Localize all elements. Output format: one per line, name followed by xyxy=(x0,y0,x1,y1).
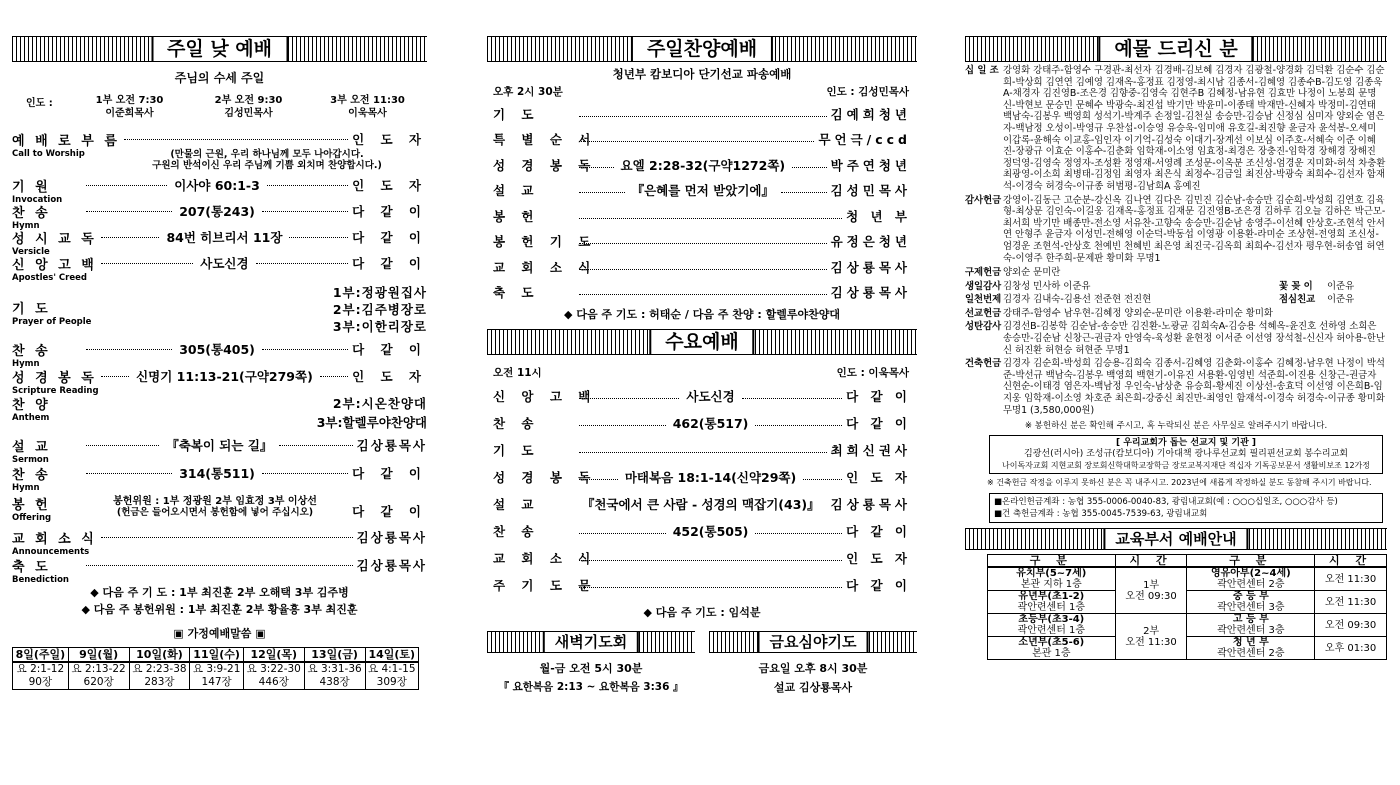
item-detail: 462(통517) xyxy=(672,415,749,431)
leader-dots xyxy=(579,389,679,399)
offering-category: 건축헌금 xyxy=(965,358,1002,370)
item-korean: 성 경 봉 독 xyxy=(493,469,597,485)
next-week-offering: ◆ 다음 주 봉헌위원 : 1부 최진훈 2부 황율흥 3부 최진훈 xyxy=(81,603,358,616)
item-detail: 이사야 60:1-3 xyxy=(174,178,260,193)
item-korean: 축 도 xyxy=(12,560,51,575)
table-row xyxy=(988,614,1387,637)
leader-dots xyxy=(803,470,842,480)
offering-group xyxy=(965,294,1387,306)
table-cell: 요 4:1-15 309장 xyxy=(365,662,419,690)
leader-dots xyxy=(579,132,814,142)
item-detail: 84번 히브리서 11장 xyxy=(166,230,283,245)
praise-and-wednesday-section xyxy=(487,36,917,695)
item-person: 최희신권사 xyxy=(830,442,911,458)
building-note: ※ 건축헌금 작정을 이루지 못하신 분은 꼭 내주시고. 2023년에 새롭게 작정하실 분도 동참해 주시기 바랍니다. xyxy=(987,478,1372,488)
dawn-passage: 『 요한복음 2:13 ~ 요한복음 3:36 』 xyxy=(498,681,684,693)
table-header: 10일(화) xyxy=(129,648,190,663)
worship-item xyxy=(12,556,427,584)
friday-preacher: 설교 김상룡목사 xyxy=(773,681,853,694)
home-worship-title: ▣ 가정예배말씀 ▣ xyxy=(173,627,266,640)
note: (만물의 근원, 우리 하나님께 모두 나아갑시다. xyxy=(170,149,364,160)
table-header: 시 간 xyxy=(1315,555,1387,568)
praise-next: ◆ 다음 주 기도 : 허태순 / 다음 주 찬양 : 할렐루야찬양대 xyxy=(564,308,840,321)
offering-list xyxy=(965,65,1387,416)
item-korean: 교 회 소 식 xyxy=(493,550,597,566)
section-title: 금요심야기도 xyxy=(758,632,869,652)
table-row xyxy=(988,591,1387,614)
friday-banner xyxy=(709,631,917,653)
education-table xyxy=(987,554,1387,660)
item-person: 인 도 자 xyxy=(352,369,428,384)
offering-category: 점심친교 xyxy=(1279,294,1316,306)
item-korean: 찬 송 xyxy=(12,206,51,221)
offering-names: 김경선B-김봉학 김순남-송승만 김진환-노광균 김희숙A-김승용 석혜옥-윤진호 선하영 소희은 송승만-김순남 신창근-권금자 안영숙-육성환 윤현정 이서준 이선영 장석철-신신자 허아용-한난신 허진환 허현승 허현준 무명1 xyxy=(1003,321,1385,356)
table-cell: 요 3:22-30 446장 xyxy=(243,662,304,690)
section-title: 예물 드리신 분 xyxy=(1098,37,1253,61)
dawn-prayer xyxy=(487,631,695,695)
leader-dots xyxy=(755,416,842,426)
worship-item xyxy=(12,436,427,464)
leader-dots xyxy=(86,556,353,566)
item-korean: 설 교 xyxy=(493,183,540,199)
item-person: 다 같 이 xyxy=(352,466,427,481)
item-korean: 신 앙 고 백 xyxy=(493,388,597,404)
leader-dots xyxy=(101,528,353,538)
leader-dots xyxy=(86,436,159,446)
item-korean: 교 회 소 식 xyxy=(493,259,597,275)
item-detail: 314(통511) xyxy=(179,466,255,481)
leader-dots xyxy=(86,464,172,474)
item-person: 다 같 이 xyxy=(352,504,427,519)
section-title: 주일 낮 예배 xyxy=(151,37,288,61)
sunday-banner xyxy=(12,36,427,62)
service-leader: 인도 : 이욱목사 xyxy=(836,367,909,379)
leader-dots xyxy=(101,254,193,264)
prayer-leader: 1부:정광원집사 xyxy=(332,285,427,300)
table-cell: 고 등 부 곽안련센터 3층 xyxy=(1187,614,1315,637)
item-korean: 예 배 로 부 름 xyxy=(12,134,120,149)
offering-category: 십 일 조 xyxy=(965,65,999,76)
item-korean: 설 교 xyxy=(493,496,540,512)
leader-dots xyxy=(579,524,666,534)
item-korean: 봉 헌 xyxy=(12,498,51,513)
item-person: 유정은청년 xyxy=(830,234,911,250)
offering-group xyxy=(965,195,1387,265)
item-person: 인 도 자 xyxy=(352,132,427,147)
leader-dots xyxy=(579,158,614,168)
worship-item xyxy=(493,280,911,306)
worship-item xyxy=(493,409,911,436)
service-leader: 이준희목사 xyxy=(105,108,154,119)
item-person: 김상룡목사 xyxy=(356,530,427,545)
item-detail: 『축복이 되는 길』 xyxy=(166,438,273,453)
item-english: Offering xyxy=(12,513,52,523)
table-cell: 요 2:23-38 283장 xyxy=(129,662,190,690)
offering-names: 이준유 xyxy=(1327,294,1355,306)
item-korean: 찬 송 xyxy=(12,344,51,359)
table-header-row xyxy=(13,648,419,663)
item-english: Scripture Reading xyxy=(12,386,99,396)
service-time: 2부 오전 9:30 xyxy=(214,95,283,106)
item-korean: 봉 헌 기 도 xyxy=(493,234,597,250)
item-korean: 축 도 xyxy=(493,285,540,301)
worship-item xyxy=(493,254,911,280)
leader-label: 인도 : xyxy=(26,98,53,109)
table-header-row xyxy=(988,555,1387,568)
praise-subtitle: 청년부 캄보디아 단기선교 파송예배 xyxy=(612,67,792,81)
table-cell: 요 2:1-12 90장 xyxy=(13,662,69,690)
missions-title: [ 우리교회가 돕는 선교지 및 기관 ] xyxy=(1115,438,1257,449)
offering-category: 꽃 꽂 이 xyxy=(1279,280,1313,292)
worship-item xyxy=(12,284,427,340)
worship-item xyxy=(493,178,911,204)
account-info: ■건 축헌금계좌 : 농협 355-0045-7539-63, 광림내교회 xyxy=(994,509,1208,520)
praise-order xyxy=(487,101,917,305)
worship-item xyxy=(12,528,427,556)
item-detail: 452(통505) xyxy=(672,523,749,539)
offerings-banner xyxy=(965,36,1387,62)
item-detail: 마태복음 18:1-14(신약29쪽) xyxy=(624,469,797,485)
item-person: 인 도 자 xyxy=(846,469,911,485)
offering-names: 양외순 문미란 xyxy=(1003,267,1061,279)
offering-group xyxy=(965,321,1387,356)
item-person: 인 도 자 xyxy=(846,550,911,566)
service-leader: 이욱목사 xyxy=(348,108,387,119)
friday-time: 금요일 오후 8시 30분 xyxy=(758,662,868,675)
item-detail: 사도신경 xyxy=(200,256,249,271)
item-person: 다 같 이 xyxy=(352,256,427,271)
table-cell: 오전 11:30 xyxy=(1315,591,1387,614)
table-cell: 청 년 부 곽안련센터 2층 xyxy=(1187,637,1315,660)
table-header: 12일(목) xyxy=(243,648,304,663)
leader-dots xyxy=(320,367,348,377)
item-person: 김성민목사 xyxy=(830,183,911,199)
section-title: 교육부서 예배안내 xyxy=(1103,529,1248,549)
item-person: 다 같 이 xyxy=(846,577,911,593)
choir: 3부:할렐루야찬양대 xyxy=(316,415,427,430)
worship-item xyxy=(12,254,427,284)
table-cell: 유년부(초1-2) 곽안련센터 1층 xyxy=(988,591,1116,614)
offering-note: (헌금은 들어오시면서 봉헌함에 넣어 주십시오) xyxy=(116,507,314,518)
offering-group xyxy=(965,358,1387,416)
item-english: Benediction xyxy=(12,575,69,585)
table-header: 11일(수) xyxy=(190,648,243,663)
table-cell: 오전 11:30 xyxy=(1315,567,1387,591)
item-person: 다 같 이 xyxy=(846,388,911,404)
service-3 xyxy=(308,94,427,120)
item-detail: 207(통243) xyxy=(179,204,255,219)
worship-item xyxy=(12,176,427,205)
leader-dots xyxy=(262,202,348,212)
worship-item xyxy=(493,436,911,463)
order-of-worship xyxy=(12,130,427,584)
item-korean: 특 별 순 서 xyxy=(493,132,597,148)
worship-item xyxy=(12,394,427,436)
item-english: Announcements xyxy=(12,547,90,557)
offering-group xyxy=(965,281,1387,293)
table-cell: 소년부(초5-6) 본관 1층 xyxy=(988,637,1116,660)
section-title: 주일찬양예배 xyxy=(631,37,773,61)
offering-names: 강태주-함영수 남우현-김혜정 양외순-문미란 이용환-라미순 황미화 xyxy=(1003,307,1273,319)
service-time: 1부 오전 7:30 xyxy=(95,95,164,106)
wednesday-banner xyxy=(487,329,917,355)
worship-item xyxy=(493,463,911,490)
home-worship-table xyxy=(12,647,419,690)
offering-category: 구제헌금 xyxy=(965,267,1002,279)
item-korean: 신 앙 고 백 xyxy=(12,258,97,273)
item-detail: 요엘 2:28-32(구약1272쪽) xyxy=(620,157,786,173)
accounts-box xyxy=(989,493,1383,523)
service-time: 3부 오전 11:30 xyxy=(330,95,405,106)
note: 구원의 반석이신 우리 주님께 기쁨 외치며 찬양합시다.) xyxy=(152,160,382,171)
item-person: 무언극/ccd xyxy=(818,132,911,148)
table-cell: 오후 01:30 xyxy=(1315,637,1387,660)
offering-group xyxy=(965,65,1387,193)
table-cell: 중 등 부 곽안련센터 3층 xyxy=(1187,591,1315,614)
offering-category: 일천번제 xyxy=(965,294,1002,306)
offering-names: 이준유 xyxy=(1327,280,1355,292)
education-banner xyxy=(965,528,1387,550)
worship-item xyxy=(12,202,427,231)
table-header: 13일(금) xyxy=(304,648,365,663)
item-person: 박주연청년 xyxy=(830,157,912,173)
item-english: Anthem xyxy=(12,413,50,423)
item-english: Hymn xyxy=(12,359,40,369)
leader-dots xyxy=(579,209,842,219)
prayer-leader: 3부:이한리장로 xyxy=(332,319,427,334)
table-header: 8일(주일) xyxy=(13,648,69,663)
item-english: Hymn xyxy=(12,221,40,231)
offering-names: 김창성 민사하 이준유 xyxy=(1003,280,1091,292)
offering-thanks-note: ※ 봉헌하신 분은 확인해 주시고, 혹 누락되신 분은 사무실로 알려주시기 바랍니다. xyxy=(1024,421,1328,432)
leader-dots xyxy=(579,470,618,480)
table-row xyxy=(988,637,1387,660)
item-english: Versicle xyxy=(12,247,50,257)
item-person: 다 같 이 xyxy=(846,523,911,539)
next-week-prayer: ◆ 다음 주 기 도 : 1부 최진훈 2부 오해택 3부 김주병 xyxy=(90,586,349,599)
item-korean: 주 기 도 문 xyxy=(493,577,597,593)
worship-item xyxy=(493,517,911,544)
wednesday-next: ◆ 다음 주 기도 : 임석분 xyxy=(643,606,761,619)
section-title: 새벽기도회 xyxy=(543,632,639,652)
offering-names: 김경자 김순희-박성희 김승용-김희숙 김종서-김혜영 김춘화-이홍수 김혜정-남우현 나정이 박석준-박선규 백남숙-김봉우 백영희 백현기-이유진 서용환-임영빈 석준희-이진용 신창근-권금자 신현순-이태경 염은자-백남정 우인숙-남상춘 유승희-황세진 이상선-송효덕 이선영 이은희B-임지웅 임학재-이소영 차호준 최은희-강중신 최진만-최영인 함재석-이경숙 허경숙-이규종 황미화 무명1 (3,580,000원) xyxy=(1003,358,1385,416)
table-cell: 2부 오전 11:30 xyxy=(1115,614,1187,660)
item-english: Invocation xyxy=(12,195,63,205)
item-person: 김상룡목사 xyxy=(830,496,911,512)
item-detail: 305(통405) xyxy=(179,342,255,357)
worship-item xyxy=(493,544,911,571)
worship-item xyxy=(493,203,911,229)
item-korean: 찬 송 xyxy=(12,468,51,483)
table-header: 14일(토) xyxy=(365,648,419,663)
item-korean: 설 교 xyxy=(12,440,51,455)
leader-dots xyxy=(124,130,348,140)
worship-item xyxy=(493,571,911,598)
item-detail: 신명기 11:13-21(구약279쪽) xyxy=(136,369,313,384)
worship-item xyxy=(12,494,427,528)
leader-dots xyxy=(781,183,827,193)
item-korean: 찬 송 xyxy=(493,415,540,431)
leader-dots xyxy=(101,228,160,238)
table-row xyxy=(988,567,1387,591)
worship-item xyxy=(12,340,427,367)
item-korean: 성 경 봉 독 xyxy=(493,157,597,173)
table-header: 9일(월) xyxy=(68,648,129,663)
item-korean: 기 도 xyxy=(12,302,51,317)
item-person: 김상룡목사 xyxy=(356,558,427,573)
dawn-time: 월-금 오전 5시 30분 xyxy=(539,662,643,675)
leader-dots xyxy=(579,183,625,193)
leader-dots xyxy=(792,158,827,168)
item-person: 김예희청년 xyxy=(830,106,911,122)
item-english: Hymn xyxy=(12,483,40,493)
leader-dots xyxy=(289,228,348,238)
leader-dots xyxy=(755,524,842,534)
sunday-worship-section xyxy=(12,36,427,690)
table-cell: 유치부(5~7세) 본관 지하 1층 xyxy=(988,567,1116,591)
friday-prayer xyxy=(709,631,917,695)
offering-names: 강영이-김동근 고순분-강신옥 김나연 김다은 김민진 김순남-송승만 김순희-박성희 김연호 김육형-최상문 김인숙-이길웅 김재옥-홍정표 김재문 김진영B-조은경 김하루 김오늘 김하은 박근모-최서희 박기만 배종만-전소영 서유찬-고향숙 송승만-김순남 송영주-이선혜 안상호-조현석 안서연 안형주 윤금자 이성민-전해영 이순덕-박동섭 이영광 이용환-라미순 조상현-전영희 조신성-엄경운 조현석-안상호 천예빈 천혜빈 최은영 최진국-김옥희 최희수-김선자 평우현-허송엽 허연숙-이영주 한주희-문제판 황미화 무명1 xyxy=(1003,194,1386,264)
leader-dots xyxy=(262,464,348,474)
table-header: 구 분 xyxy=(1187,555,1315,568)
table-cell: 요 2:13-22 620장 xyxy=(68,662,129,690)
worship-item xyxy=(493,152,911,178)
item-detail: 『천국에서 큰 사람 - 성경의 맥잡기(43)』 xyxy=(581,496,820,512)
table-header: 시 간 xyxy=(1115,555,1187,568)
offering-category: 감사헌금 xyxy=(965,194,1002,206)
leader-dots xyxy=(262,340,348,350)
leader-dots xyxy=(579,107,827,117)
offering-category: 생일감사 xyxy=(965,280,1002,292)
prayer-meetings xyxy=(487,631,917,695)
worship-item xyxy=(493,101,911,127)
prayer-leader: 2부:김주병장로 xyxy=(332,302,427,317)
offering-names: 강영화 강태주-함영수 구경관-최선자 김경배-김보혜 김경자 김광철-양경화 김덕환 김순수 김순희-박상희 김연연 김예영 김재옥-홍정표 김정영-최시남 김종서-김혜영 김종수B-김도영 김종욱A-채경자 김진영B-조은경 김향중-김영숙 김현주B 김혜정-남유현 김효만 나정이 노봉희 문명신-박현보 문승민 문혜수 박광숙-최진섭 박기만 박윤미-이종태 박재만-신혜자 박정미-김연태 백남숙-김봉우 백영희 성석기-박계주 손정일-김천실 송승만-김승남 신정심 심미자 양외순 염은자-백남정 오성이-박영규 우찬섭-이승영 유승욱-임미애 유호길-최진향 윤금자 윤석봉-오세미 이갑록-윤해숙 이교홍-임인자 이기억-김성숙 이대기-장계선 이보심 이주호-서혜숙 이준 이혜진-장광규 이효순 이홍수-김춘화 임학재-이소영 임효정-최경은 장충진-임학경 장해경 장해진 정덕영-김영숙 정영자-조성환 정영재-서영례 조성문-이옥분 조신성-엄경운 지미화-허석 차충환 최광영-이소희 최병태-김정임 최영자 최은식 최정수-김금일 최진삼-박광숙 최희수-김선자 함재석-이경숙 허경숙-이규종 허범평-김남희A 홍예진 xyxy=(1003,65,1386,192)
leader-dots xyxy=(86,176,167,186)
item-english: Prayer of People xyxy=(12,317,92,327)
item-person: 김상룡목사 xyxy=(830,285,911,301)
worship-item xyxy=(12,367,427,394)
table-cell: 요 3:9-21 147장 xyxy=(190,662,243,690)
section-title: 수요예배 xyxy=(649,330,754,354)
item-english: Call to Worship xyxy=(12,149,85,159)
missions-list: 나이독자교회 지현교회 장로회신학대학교장학금 장로교복지재단 적십자 기독공보문서 생활비보조 12가정 xyxy=(1001,461,1370,471)
offering-note: 봉헌위원 : 1부 정광원 2부 임효정 3부 이상선 xyxy=(113,496,317,507)
praise-banner xyxy=(487,36,917,62)
leader-dots xyxy=(579,416,666,426)
item-person: 청 년 부 xyxy=(846,208,911,224)
item-english: Apostles' Creed xyxy=(12,273,87,283)
wednesday-order xyxy=(487,382,917,598)
item-korean: 찬 양 xyxy=(12,398,51,413)
item-person: 인 도 자 xyxy=(352,178,427,193)
leader-dots xyxy=(86,340,172,350)
leader-dots xyxy=(579,443,827,453)
item-korean: 기 원 xyxy=(12,180,51,195)
worship-item xyxy=(12,130,427,176)
worship-item xyxy=(12,228,428,257)
item-korean: 성 경 봉 독 xyxy=(12,371,97,386)
table-header: 구 분 xyxy=(988,555,1116,568)
table-cell: 영유아부(2~4세) 곽안련센터 2층 xyxy=(1187,567,1315,591)
leader-dots xyxy=(742,389,842,399)
service-leader: 인도 : 김성민목사 xyxy=(826,86,909,98)
leader-dots xyxy=(579,234,827,244)
offering-group xyxy=(965,267,1387,279)
item-person: 김상룡목사 xyxy=(830,259,911,275)
dawn-banner xyxy=(487,631,695,653)
offering-category: 성탄감사 xyxy=(965,321,1002,333)
missions-box xyxy=(989,435,1383,474)
item-korean: 봉 헌 xyxy=(493,208,540,224)
worship-item xyxy=(12,464,427,494)
choir: 2부:시온찬양대 xyxy=(332,396,427,411)
service-2 xyxy=(189,94,308,120)
item-korean: 성 시 교 독 xyxy=(12,232,97,247)
service-leader: 김성민목사 xyxy=(224,108,273,119)
item-english: Sermon xyxy=(12,455,49,465)
item-person: 다 같 이 xyxy=(352,342,427,357)
leader-dots xyxy=(267,176,348,186)
offering-names: 김경자 김내숙-김용선 전준현 전진현 xyxy=(1003,294,1152,306)
item-korean: 기 도 xyxy=(493,106,540,122)
service-1 xyxy=(70,94,189,120)
leader-dots xyxy=(579,285,827,295)
service-leaders xyxy=(12,94,427,120)
item-detail: 『은혜를 먼저 받았기에』 xyxy=(631,183,774,199)
offering-group xyxy=(965,308,1387,320)
leader-dots xyxy=(101,367,129,377)
offerings-section xyxy=(965,36,1387,660)
praise-meta xyxy=(487,84,917,99)
table-row xyxy=(13,662,419,690)
account-info: ■온라인헌금계좌 : 농협 355-0006-0040-83, 광림내교회(예 : ○○○십일조, ○○○감사 등) xyxy=(994,497,1338,508)
worship-item xyxy=(493,127,911,153)
service-time: 오전 11시 xyxy=(493,367,542,379)
missions-list: 김광선(러시아) 조성규(캄보디아) 기아대책 광나루선교회 필리핀선교회 봉수리교회 xyxy=(1024,449,1348,460)
wednesday-meta xyxy=(487,365,917,380)
item-korean: 찬 송 xyxy=(493,523,540,539)
item-detail: 사도신경 xyxy=(686,388,735,404)
item-person: 다 같 이 xyxy=(352,230,428,245)
worship-item xyxy=(493,490,911,517)
leader-dots xyxy=(256,254,348,264)
leader-dots xyxy=(579,260,827,270)
table-cell: 초등부(초3-4) 곽안련센터 1층 xyxy=(988,614,1116,637)
item-korean: 교 회 소 식 xyxy=(12,532,97,547)
sunday-subtitle: 주님의 수세 주일 xyxy=(174,71,265,85)
service-time: 오후 2시 30분 xyxy=(493,86,563,98)
item-person: 다 같 이 xyxy=(846,415,911,431)
item-person: 다 같 이 xyxy=(352,204,427,219)
leader-dots xyxy=(86,202,172,212)
leader-dots xyxy=(579,578,842,588)
table-cell: 오전 09:30 xyxy=(1315,614,1387,637)
worship-item xyxy=(493,382,911,409)
item-korean: 기 도 xyxy=(493,442,540,458)
table-cell: 요 3:31-36 438장 xyxy=(304,662,365,690)
item-person: 김상룡목사 xyxy=(356,438,428,453)
worship-item xyxy=(493,229,911,255)
leader-dots xyxy=(579,551,842,561)
leader-dots xyxy=(279,436,352,446)
offering-category: 선교헌금 xyxy=(965,307,1002,319)
table-cell: 1부 오전 09:30 xyxy=(1115,567,1187,614)
